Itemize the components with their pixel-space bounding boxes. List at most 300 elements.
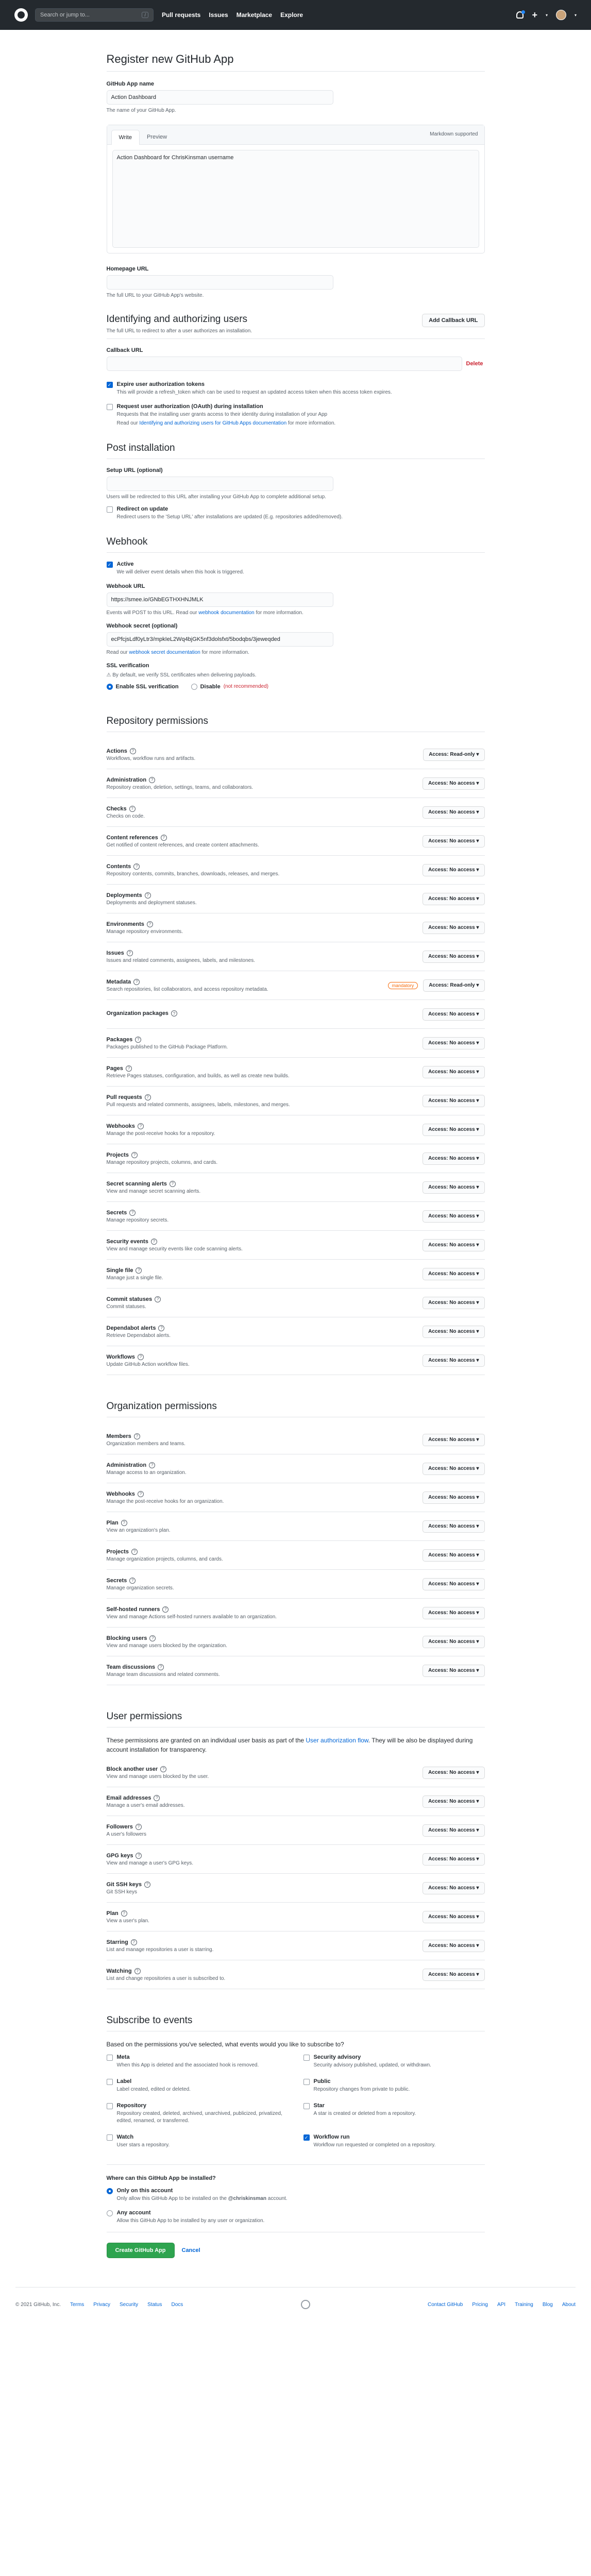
access-dropdown[interactable]: Access: No access ▾ <box>423 1037 484 1049</box>
help-icon[interactable]: ? <box>127 950 133 956</box>
cancel-link[interactable]: Cancel <box>181 2247 200 2253</box>
permission-desc: Organization members and teams. <box>106 1440 185 1447</box>
permission-desc: Manage organization secrets. <box>106 1585 174 1591</box>
main-form <box>107 30 485 2258</box>
access-dropdown[interactable]: Access: No access ▾ <box>423 1124 484 1136</box>
footer-api[interactable]: API <box>497 2301 506 2308</box>
event-desc: A star is created or deleted from a repository. <box>313 2111 416 2116</box>
permission-desc: Retrieve Dependabot alerts. <box>106 1332 171 1338</box>
chevron-down-icon: ▾ <box>476 1329 479 1334</box>
help-icon[interactable]: ? <box>171 1010 177 1016</box>
chevron-down-icon: ▾ <box>476 1213 479 1219</box>
user-authorization-flow-link[interactable]: User authorization flow <box>306 1737 368 1744</box>
permission-name: Webhooks ? <box>107 1123 215 1129</box>
event-checkbox[interactable] <box>107 2079 113 2085</box>
chevron-down-icon: ▾ <box>476 1856 479 1862</box>
access-dropdown[interactable]: Access: No access ▾ <box>423 1434 484 1446</box>
permission-name: Secrets ? <box>107 1578 174 1584</box>
footer-pricing[interactable]: Pricing <box>472 2301 488 2308</box>
access-dropdown[interactable]: Access: No access ▾ <box>423 1549 484 1562</box>
help-icon[interactable]: ? <box>162 1606 168 1613</box>
identifying-header <box>107 314 485 339</box>
permission-row <box>107 1144 485 1173</box>
nav-explore[interactable]: Explore <box>280 11 303 19</box>
event-checkbox[interactable]: ✓ <box>303 2134 310 2141</box>
permission-name: Security events ? <box>107 1239 243 1245</box>
chevron-down-icon: ▾ <box>476 1799 479 1804</box>
permission-row <box>107 740 485 769</box>
help-icon[interactable]: ? <box>151 1239 157 1245</box>
access-dropdown[interactable]: Access: No access ▾ <box>423 951 484 963</box>
slash-shortcut-icon: / <box>142 12 148 18</box>
oauth-checkbox[interactable] <box>107 404 113 410</box>
help-icon[interactable]: ? <box>121 1520 127 1526</box>
webhook-secret-label: Webhook secret (optional) <box>106 623 178 629</box>
chevron-down-icon: ▾ <box>476 896 479 902</box>
access-dropdown[interactable]: Access: No access ▾ <box>423 1297 484 1309</box>
event-name: Repository <box>116 2103 146 2109</box>
help-icon[interactable]: ? <box>147 921 153 927</box>
help-icon[interactable]: ? <box>134 1968 141 1974</box>
help-icon[interactable]: ? <box>136 1824 142 1830</box>
ssl-enable-radio[interactable] <box>107 684 113 690</box>
permission-desc: Manage the post-receive hooks for an organization. <box>106 1498 224 1504</box>
install-location-title: Where can this GitHub App be installed? <box>106 2175 216 2181</box>
help-icon[interactable]: ? <box>155 1296 161 1302</box>
user-permissions-title: User permissions <box>107 1711 485 1727</box>
permission-name: Team discussions ? <box>107 1664 220 1670</box>
help-icon[interactable]: ? <box>138 1123 144 1129</box>
permission-desc: Manage repository secrets. <box>106 1217 169 1223</box>
access-dropdown[interactable]: Access: No access ▾ <box>423 1824 484 1837</box>
install-location-section <box>107 2164 485 2225</box>
chevron-down-icon[interactable]: ▾ <box>545 12 548 18</box>
webhook-secret-note: Read our webhook secret documentation for more information. <box>106 650 249 655</box>
event-name: Star <box>313 2103 325 2109</box>
help-icon[interactable]: ? <box>160 1766 166 1772</box>
tab-write[interactable]: Write <box>111 130 140 145</box>
permission-row <box>107 1512 485 1541</box>
access-dropdown[interactable]: Access: No access ▾ <box>423 1882 484 1894</box>
access-dropdown[interactable]: Access: No access ▾ <box>423 1008 484 1021</box>
permission-name: Dependabot alerts ? <box>107 1325 171 1331</box>
event-option[interactable] <box>107 2054 288 2069</box>
access-dropdown[interactable]: Access: Read-only ▾ <box>423 979 484 992</box>
webhook-url-input[interactable]: https://smee.io/GNbEGTHXHNJMLK <box>107 592 333 607</box>
help-icon[interactable]: ? <box>144 1882 150 1888</box>
access-dropdown[interactable]: Access: No access ▾ <box>423 1268 484 1280</box>
delete-callback-button[interactable]: Delete <box>466 361 483 367</box>
ssl-label: SSL verification <box>106 663 149 669</box>
post-installation-title: Post installation <box>107 443 485 459</box>
homepage-label: Homepage URL <box>106 266 149 272</box>
access-dropdown[interactable]: Access: No access ▾ <box>423 1239 484 1251</box>
permission-desc: Checks on code. <box>106 813 145 819</box>
event-desc: Security advisory published, updated, or withdrawn. <box>313 2062 431 2068</box>
chevron-down-icon: ▾ <box>476 1127 479 1132</box>
permission-desc: View and manage users blocked by the organization. <box>106 1642 227 1649</box>
permission-name: GPG keys ? <box>107 1853 193 1859</box>
add-callback-url-button[interactable]: Add Callback URL <box>422 314 484 327</box>
access-dropdown[interactable]: Access: No access ▾ <box>423 864 484 876</box>
access-dropdown[interactable]: Access: No access ▾ <box>423 1969 484 1981</box>
chevron-down-icon: ▾ <box>476 925 479 930</box>
permission-row <box>107 1454 485 1483</box>
chevron-down-icon: ▾ <box>476 1972 479 1977</box>
help-icon[interactable]: ? <box>149 777 155 783</box>
nav-issues[interactable]: Issues <box>209 11 228 19</box>
event-option[interactable] <box>303 2103 485 2125</box>
permission-row <box>107 1599 485 1628</box>
permission-name: Secret scanning alerts ? <box>107 1181 201 1187</box>
help-icon[interactable]: ? <box>149 1462 155 1468</box>
setup-url-input[interactable] <box>107 477 333 491</box>
ssl-disable-radio[interactable] <box>191 684 197 690</box>
help-icon[interactable]: ? <box>145 1094 151 1100</box>
footer-status[interactable]: Status <box>147 2301 162 2308</box>
notifications-bell-icon[interactable] <box>516 11 524 19</box>
access-dropdown[interactable]: Access: No access ▾ <box>423 1607 484 1619</box>
tab-preview[interactable]: Preview <box>146 134 167 140</box>
footer-training[interactable]: Training <box>515 2301 533 2308</box>
oauth-doc-note: Read our Identifying and authorizing users for GitHub Apps documentation for more information. <box>116 420 336 426</box>
header-right <box>516 10 577 21</box>
help-icon[interactable]: ? <box>138 1354 144 1360</box>
permission-name: Self-hosted runners ? <box>107 1606 277 1613</box>
permission-name: Plan ? <box>107 1520 171 1526</box>
event-checkbox[interactable] <box>107 2134 113 2141</box>
permission-desc: Manage the post-receive hooks for a repository. <box>106 1130 215 1137</box>
access-dropdown[interactable]: Access: No access ▾ <box>423 1095 484 1107</box>
access-dropdown[interactable]: Access: No access ▾ <box>423 806 484 819</box>
footer-privacy[interactable]: Privacy <box>93 2301 110 2308</box>
webhook-doc-link[interactable]: webhook documentation <box>198 610 255 616</box>
install-only-radio[interactable] <box>107 2188 113 2194</box>
event-name: Label <box>116 2078 132 2084</box>
github-mark-icon[interactable] <box>301 2300 310 2309</box>
permission-row <box>107 1231 485 1260</box>
install-any-account-option[interactable] <box>107 2210 485 2225</box>
github-logo-icon[interactable] <box>14 8 28 22</box>
description-textarea[interactable]: Action Dashboard for ChrisKinsman username <box>112 150 479 248</box>
help-icon[interactable]: ? <box>161 835 167 841</box>
footer-terms[interactable]: Terms <box>70 2301 85 2308</box>
chevron-down-icon: ▾ <box>476 838 479 844</box>
event-option[interactable] <box>303 2134 485 2149</box>
event-option[interactable] <box>107 2078 288 2093</box>
event-checkbox[interactable] <box>303 2079 310 2085</box>
permission-desc: Manage access to an organization. <box>106 1469 187 1476</box>
event-desc: Workflow run requested or completed on a repository. <box>313 2142 436 2148</box>
permission-desc: Manage repository environments. <box>106 928 183 935</box>
access-dropdown[interactable]: Access: No access ▾ <box>423 1354 484 1367</box>
repository-permissions-title: Repository permissions <box>107 716 485 732</box>
chevron-down-icon: ▾ <box>476 982 479 988</box>
permission-row <box>107 1931 485 1960</box>
event-desc: Repository created, deleted, archived, unarchived, publicized, privatized, edited, renamed, or transferred. <box>116 2111 282 2124</box>
permission-name: Projects ? <box>107 1152 218 1158</box>
oauth-option[interactable] <box>107 403 485 427</box>
app-name-label: GitHub App name <box>106 81 154 87</box>
redirect-on-update-title: Redirect on update <box>116 506 168 512</box>
access-dropdown[interactable]: Access: No access ▾ <box>423 1795 484 1808</box>
footer-left <box>15 2302 183 2308</box>
help-icon[interactable]: ? <box>131 1549 138 1555</box>
description-editor <box>107 125 485 253</box>
event-option[interactable] <box>107 2134 288 2149</box>
permission-name: Actions ? <box>107 748 196 754</box>
help-icon[interactable]: ? <box>129 1578 136 1584</box>
ssl-disable-option[interactable] <box>191 683 268 690</box>
redirect-on-update-option[interactable] <box>107 506 485 521</box>
help-icon[interactable]: ? <box>136 1853 142 1859</box>
help-icon[interactable]: ? <box>138 1491 144 1497</box>
help-icon[interactable]: ? <box>149 1635 156 1641</box>
permission-desc: Retrieve Pages statuses, configuration, and builds, as well as create new builds. <box>106 1073 290 1079</box>
help-icon[interactable]: ? <box>126 1065 132 1072</box>
oauth-doc-link[interactable]: Identifying and authorizing users for GitHub Apps documentation <box>139 420 287 426</box>
permission-name: Environments ? <box>107 921 183 927</box>
access-dropdown[interactable]: Access: No access ▾ <box>423 1153 484 1165</box>
redirect-on-update-checkbox[interactable] <box>107 506 113 513</box>
help-icon[interactable]: ? <box>131 1939 137 1945</box>
permission-name: Administration ? <box>107 1462 187 1468</box>
permission-name: Block another user ? <box>107 1766 209 1772</box>
help-icon[interactable]: ? <box>158 1325 164 1331</box>
help-icon[interactable]: ? <box>135 1037 141 1043</box>
access-dropdown[interactable]: Access: No access ▾ <box>423 1767 484 1779</box>
webhook-secret-input[interactable]: ecPfcjsLdf0yLtr3/mpkIeL2Wq4bjGK5nf3dolsfxt/5bodqbs/3jeweqded <box>107 632 333 647</box>
editor-tabs <box>107 125 484 145</box>
chevron-down-icon: ▾ <box>476 1011 479 1017</box>
permission-row <box>107 1845 485 1874</box>
event-name: Workflow run <box>313 2134 350 2140</box>
footer-copyright: © 2021 GitHub, Inc. <box>15 2301 61 2308</box>
install-only-title: Only on this account <box>116 2188 173 2194</box>
webhook-title: Webhook <box>107 536 485 553</box>
redirect-on-update-desc: Redirect users to the 'Setup URL' after installations are updated (E.g. repositories added/removed). <box>116 514 343 520</box>
chevron-down-icon: ▾ <box>476 752 479 757</box>
help-icon[interactable]: ? <box>129 1210 136 1216</box>
event-desc: Label created, edited or deleted. <box>116 2087 191 2092</box>
install-only-this-account-option[interactable] <box>107 2188 485 2202</box>
permission-desc: Pull requests and related comments, assignees, labels, milestones, and merges. <box>106 1101 290 1108</box>
permission-name: Pull requests ? <box>107 1094 290 1100</box>
callback-label: Callback URL <box>106 347 143 353</box>
setup-url-note: Users will be redirected to this URL after installing your GitHub App to complete additional setup. <box>106 494 327 500</box>
event-checkbox[interactable] <box>107 2103 113 2109</box>
permission-desc: Get notified of content references, and create content attachments. <box>106 842 259 848</box>
permission-name: Workflows ? <box>107 1354 190 1360</box>
help-icon[interactable]: ? <box>131 1152 138 1158</box>
chevron-down-icon: ▾ <box>476 781 479 786</box>
chevron-down-icon[interactable]: ▾ <box>574 12 577 18</box>
permission-row <box>107 1426 485 1454</box>
permission-row <box>107 1058 485 1087</box>
permission-name: Organization packages ? <box>107 1010 177 1016</box>
chevron-down-icon: ▾ <box>476 1581 479 1587</box>
permission-desc: List and manage repositories a user is starring. <box>106 1946 214 1953</box>
access-dropdown[interactable]: Access: No access ▾ <box>423 1665 484 1677</box>
permission-row <box>107 798 485 827</box>
help-icon[interactable]: ? <box>170 1181 176 1187</box>
header-nav <box>162 11 303 19</box>
permission-row <box>107 769 485 798</box>
footer-docs[interactable]: Docs <box>171 2301 183 2308</box>
help-icon[interactable]: ? <box>134 1433 140 1439</box>
event-name: Meta <box>116 2054 130 2060</box>
permission-desc: Manage team discussions and related comments. <box>106 1671 220 1677</box>
access-dropdown[interactable]: Access: No access ▾ <box>423 835 484 848</box>
access-dropdown[interactable]: Access: No access ▾ <box>423 1911 484 1923</box>
event-option[interactable] <box>107 2103 288 2125</box>
access-dropdown[interactable]: Access: No access ▾ <box>423 1940 484 1952</box>
permission-desc: Manage a user's email addresses. <box>106 1802 185 1808</box>
access-dropdown[interactable]: Access: No access ▾ <box>423 1210 484 1223</box>
help-icon[interactable]: ? <box>133 863 140 870</box>
webhook-url-label: Webhook URL <box>106 583 145 589</box>
permission-row <box>107 1000 485 1029</box>
webhook-active-option[interactable] <box>107 561 485 576</box>
chevron-down-icon: ▾ <box>476 1156 479 1161</box>
access-dropdown[interactable]: Access: No access ▾ <box>423 1181 484 1194</box>
help-icon[interactable]: ? <box>154 1795 160 1801</box>
permission-row <box>107 913 485 942</box>
footer-about[interactable]: About <box>562 2301 576 2308</box>
access-dropdown[interactable]: Access: Read-only ▾ <box>423 749 484 761</box>
permission-row <box>107 1874 485 1903</box>
app-name-input[interactable]: Action Dashboard <box>107 90 333 105</box>
nav-pull-requests[interactable]: Pull requests <box>162 11 201 19</box>
expire-tokens-option[interactable] <box>107 381 485 396</box>
permission-name: Secrets ? <box>107 1210 169 1216</box>
permission-desc: View and manage users blocked by the user. <box>106 1773 209 1780</box>
permission-name: Git SSH keys ? <box>107 1882 150 1888</box>
callback-url-input[interactable] <box>107 357 462 371</box>
permission-name: Content references ? <box>107 835 259 841</box>
event-checkbox[interactable] <box>303 2103 310 2109</box>
event-desc: Repository changes from private to public. <box>313 2087 410 2092</box>
access-dropdown[interactable]: Access: No access ▾ <box>423 1578 484 1590</box>
ssl-desc: ⚠ By default, we verify SSL certificates when delivering payloads. <box>106 672 257 678</box>
access-dropdown[interactable]: Access: No access ▾ <box>423 1066 484 1078</box>
help-icon[interactable]: ? <box>136 1267 142 1274</box>
access-dropdown[interactable]: Access: No access ▾ <box>423 893 484 905</box>
permission-name: Starring ? <box>107 1939 214 1945</box>
permission-row <box>107 1483 485 1512</box>
oauth-title: Request user authorization (OAuth) during installation <box>116 403 263 410</box>
event-option[interactable] <box>303 2054 485 2069</box>
nav-marketplace[interactable]: Marketplace <box>236 11 273 19</box>
webhook-url-note: Events will POST to this URL. Read our webhook documentation for more information. <box>106 610 303 616</box>
access-dropdown[interactable]: Access: No access ▾ <box>423 1636 484 1648</box>
access-dropdown[interactable]: Access: No access ▾ <box>423 922 484 934</box>
permission-desc: View and manage secret scanning alerts. <box>106 1188 201 1194</box>
install-any-title: Any account <box>116 2210 151 2216</box>
oauth-desc: Requests that the installing user grants access to their identity during installation of your App <box>116 412 328 417</box>
chevron-down-icon: ▾ <box>476 1040 479 1046</box>
access-dropdown[interactable]: Access: No access ▾ <box>423 777 484 790</box>
access-dropdown[interactable]: Access: No access ▾ <box>423 1492 484 1504</box>
permission-desc: View and manage security events like code scanning alerts. <box>106 1246 243 1252</box>
webhook-secret-doc-link[interactable]: webhook secret documentation <box>129 650 200 655</box>
permission-desc: Commit statuses. <box>106 1303 146 1310</box>
chevron-down-icon: ▾ <box>476 1300 479 1306</box>
permission-desc: Packages published to the GitHub Package Platform. <box>106 1044 228 1050</box>
help-icon[interactable]: ? <box>158 1664 164 1670</box>
chevron-down-icon: ▾ <box>476 1242 479 1248</box>
permission-row <box>107 1115 485 1144</box>
access-dropdown[interactable]: Access: No access ▾ <box>423 1853 484 1866</box>
event-checkbox[interactable] <box>303 2055 310 2061</box>
permission-row <box>107 1758 485 1787</box>
chevron-down-icon: ▾ <box>476 1523 479 1529</box>
footer-contact[interactable]: Contact GitHub <box>428 2301 463 2308</box>
permission-row <box>107 1173 485 1202</box>
permission-row <box>107 1260 485 1289</box>
ssl-enable-label: Enable SSL verification <box>115 683 179 690</box>
help-icon[interactable]: ? <box>121 1910 127 1917</box>
event-checkbox[interactable] <box>107 2055 113 2061</box>
access-dropdown[interactable]: Access: No access ▾ <box>423 1520 484 1533</box>
install-any-radio[interactable] <box>107 2210 113 2216</box>
help-icon[interactable]: ? <box>129 806 136 812</box>
permission-name: Single file ? <box>107 1267 163 1274</box>
chevron-down-icon: ▾ <box>476 1098 479 1104</box>
chevron-down-icon: ▾ <box>476 1495 479 1500</box>
event-desc: When this App is deleted and the associated hook is removed. <box>116 2062 259 2068</box>
permission-desc: Search repositories, list collaborators, and access repository metadata. <box>106 986 268 992</box>
page-title: Register new GitHub App <box>107 53 485 72</box>
homepage-note: The full URL to your GitHub App's website. <box>106 293 204 298</box>
homepage-input[interactable] <box>107 275 333 290</box>
permission-row <box>107 1628 485 1656</box>
event-option[interactable] <box>303 2078 485 2093</box>
search-input[interactable] <box>35 8 154 22</box>
access-dropdown[interactable]: Access: No access ▾ <box>423 1463 484 1475</box>
footer-security[interactable]: Security <box>120 2301 139 2308</box>
help-icon[interactable]: ? <box>145 892 151 899</box>
help-icon[interactable]: ? <box>133 979 140 985</box>
ssl-enable-option[interactable] <box>107 683 179 690</box>
permission-name: Email addresses ? <box>107 1795 185 1801</box>
permission-name: Contents ? <box>107 863 280 870</box>
event-desc: User stars a repository. <box>116 2142 170 2148</box>
markdown-supported-note[interactable]: Markdown supported <box>430 131 478 137</box>
create-github-app-button[interactable]: Create GitHub App <box>107 2243 175 2258</box>
permission-row <box>107 1656 485 1685</box>
permission-row <box>107 1202 485 1231</box>
permission-name: Blocking users ? <box>107 1635 227 1641</box>
user-permissions-intro: These permissions are granted on an individual user basis as part of the User authorization flow. They will be also be displayed during account installation for transparency. <box>106 1737 473 1753</box>
permission-name: Pages ? <box>107 1065 290 1072</box>
expire-tokens-checkbox[interactable]: ✓ <box>107 382 113 388</box>
help-icon[interactable]: ? <box>130 748 136 754</box>
avatar[interactable] <box>556 10 566 20</box>
permission-row <box>107 1787 485 1816</box>
organization-permissions-list <box>107 1426 485 1685</box>
permission-name: Issues ? <box>107 950 256 956</box>
access-dropdown[interactable]: Access: No access ▾ <box>423 1326 484 1338</box>
plus-icon[interactable]: + <box>532 9 537 20</box>
webhook-active-checkbox[interactable]: ✓ <box>107 562 113 568</box>
permission-row <box>107 1087 485 1115</box>
chevron-down-icon: ▾ <box>476 1184 479 1190</box>
footer-blog[interactable]: Blog <box>542 2301 553 2308</box>
permission-row <box>107 827 485 856</box>
permission-desc: Manage just a single file. <box>106 1275 163 1281</box>
chevron-down-icon: ▾ <box>476 1271 479 1277</box>
